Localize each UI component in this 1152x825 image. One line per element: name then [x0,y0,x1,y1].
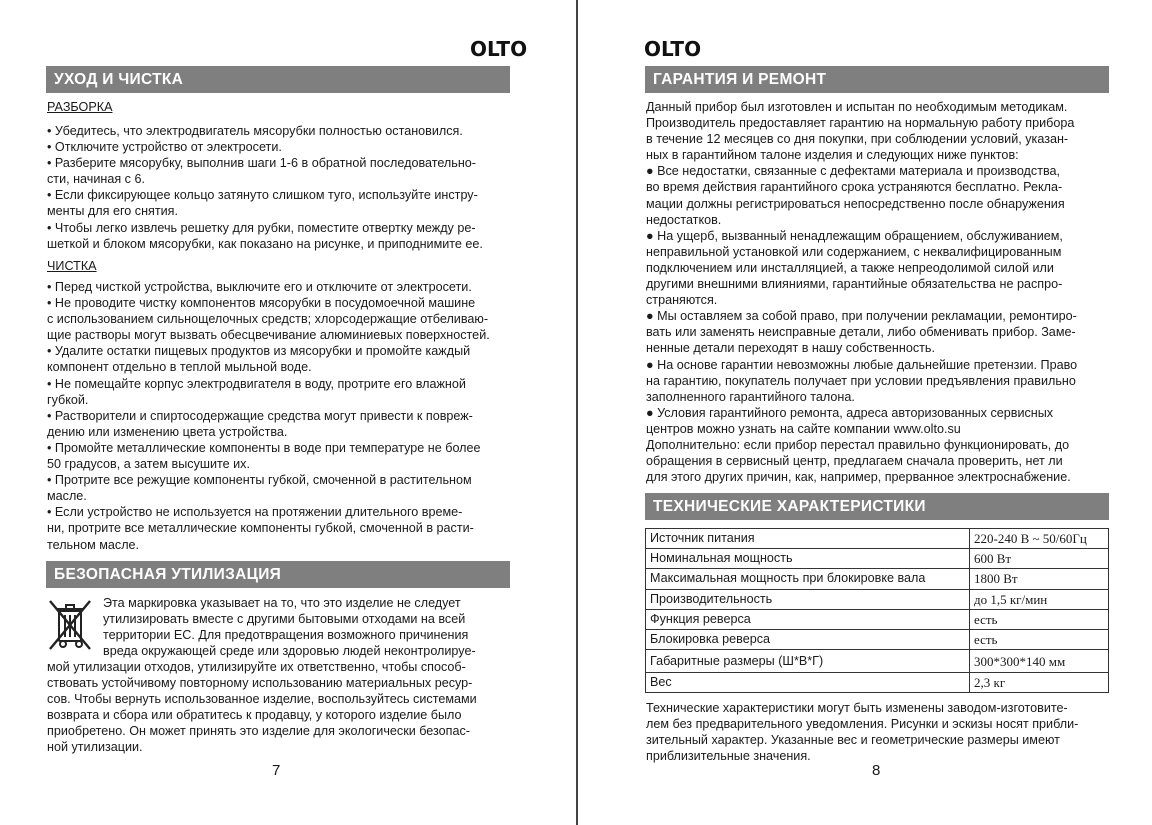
text-line: • Перед чисткой устройства, выключите его и отключите от электросети. [47,280,472,294]
text-line: для этого других причин, как, например, прерванное электроснабжение. [646,470,1071,485]
text-line: центров можно узнать на сайте компании www.olto.su [646,421,961,436]
disposal-text-wrapped [103,595,510,659]
spec-name: Номинальная мощность [646,549,970,569]
text-line: вреда окружающей среде или здоровью людей неконтролируе- [103,644,476,659]
text-line: Эта маркировка указывает на то, что это изделие не следует [103,596,461,610]
spec-name: Блокировка реверса [646,629,970,649]
spec-value: 300*300*140 мм [970,650,1109,673]
text-line: возврата и сбора или обратитесь к продавцу, у которого изделие было [47,708,462,723]
text-line: • Промойте металлические компоненты в воде при температуре не более [47,440,481,455]
text-line: масле. [47,489,87,504]
table-row [646,549,1109,569]
text-line: во время действия гарантийного срока устраняются бесплатно. Рекла- [646,180,1063,195]
brand-logo: OLTO [644,37,702,61]
text-line: неправильной установкой или содержанием, с неквалифицированным [646,244,1062,259]
text-line: • Растворители и спиртосодержащие средства могут привести к повреж- [47,408,473,423]
text-line: территории ЕС. Для предотвращения возможного причинения [103,628,469,643]
section-warranty-heading: ГАРАНТИЯ И РЕМОНТ [645,66,1109,93]
spec-name: Максимальная мощность при блокировке вала [646,569,970,589]
text-line: утилизировать вместе с другими бытовыми отходами на всей [103,612,466,627]
text-line: • Если устройство не используется на протяжении длительного време- [47,505,463,520]
text-line: обращения в сервисный центр, предлагаем сначала проверить, нет ли [646,454,1063,469]
text-line: вать или заменять неисправные детали, либо обменивать прибор. Заме- [646,325,1076,340]
text-line: губкой. [47,392,89,407]
specs-table [645,528,1109,693]
text-line: ных в гарантийном талоне изделия и следующих ниже пунктов: [646,148,1019,163]
disassembly-text [47,123,511,252]
text-line: ● Мы оставляем за собой право, при получении рекламации, ремонтиро- [646,309,1077,324]
text-line: щие растворы могут вызвать обесцвечивание алюминиевых поверхностей. [47,328,490,343]
spec-value: 220-240 В ~ 50/60Гц [970,529,1109,549]
section-disposal-heading: БЕЗОПАСНАЯ УТИЛИЗАЦИЯ [46,561,510,588]
page-spread-divider [576,0,578,825]
text-line: зительный характер. Указанные вес и геометрические размеры имеют [646,733,1060,748]
spec-name: Источник питания [646,529,970,549]
spec-value: 600 Вт [970,549,1109,569]
spec-name: Производительность [646,589,970,609]
text-line: шеткой и блоком мясорубки, как показано на рисунке, и приподнимите ее. [47,236,483,251]
page-number: 8 [872,762,881,779]
table-row [646,650,1109,673]
text-line: приобретено. Он может принять это изделие для экологически безопас- [47,724,470,739]
text-line: ствовать устойчивому повторному использованию материальных ресур- [47,676,473,691]
cleaning-text [47,279,511,553]
text-line: с использованием сильнощелочных средств; хлорсодержащие отбеливаю- [47,312,489,327]
table-row [646,529,1109,549]
spec-value: 2,3 кг [970,673,1109,693]
text-line: сти, начиная с 6. [47,172,145,187]
disposal-text [47,659,511,756]
spec-value: до 1,5 кг/мин [970,589,1109,609]
weee-crossed-bin-icon [46,597,94,653]
table-row [646,589,1109,609]
text-line: • Отключите устройство от электросети. [47,140,282,155]
table-row [646,629,1109,649]
section-specs-heading: ТЕХНИЧЕСКИЕ ХАРАКТЕРИСТИКИ [645,493,1109,520]
text-line: мации должны регистрироваться непосредственно после обнаружения [646,196,1065,211]
disassembly-subheading: РАЗБОРКА [47,100,113,114]
table-row [646,673,1109,693]
table-row [646,609,1109,629]
text-line: ● На ущерб, вызванный ненадлежащим обращением, обслуживанием, [646,228,1063,243]
text-line: ● Условия гарантийного ремонта, адреса авторизованных сервисных [646,405,1054,420]
text-line: • Не помещайте корпус электродвигателя в воду, протрите его влажной [47,376,466,391]
text-line: менты для его снятия. [47,204,178,219]
text-line: • Не проводите чистку компонентов мясорубки в посудомоечной машине [47,296,476,311]
text-line: тельном масле. [47,537,140,552]
text-line: • Чтобы легко извлечь решетку для рубки, поместите отвертку между ре- [47,220,476,235]
text-line: Данный прибор был изготовлен и испытан по необходимым методикам. [646,100,1068,114]
text-line: сов. Чтобы вернуть использованное изделие, воспользуйтесь системами [47,692,477,707]
text-line: ● На основе гарантии невозможны любые дальнейшие претензии. Право [646,357,1078,372]
text-line: • Протрите все режущие компоненты губкой, смоченной в растительном [47,473,472,488]
page-number: 7 [272,762,281,779]
text-line: Производитель предоставляет гарантию на нормальную работу прибора [646,116,1075,131]
text-line: на гарантию, покупатель получает при условии предъявления правильно [646,373,1076,388]
text-line: дению или изменению цвета устройства. [47,424,288,439]
text-line: лем без предварительного уведомления. Рисунки и эскизы носят прибли- [646,717,1079,732]
text-line: Технические характеристики могут быть изменены заводом-изготовите- [646,701,1068,715]
text-line: другими внешними влияниями, гарантийные обязательства не распро- [646,277,1063,292]
text-line: страняются. [646,293,718,308]
text-line: заполненного гарантийного талона. [646,389,855,404]
specs-note-text [646,700,1109,764]
spec-name: Вес [646,673,970,693]
brand-logo: OLTO [470,37,528,61]
warranty-text [646,99,1109,485]
text-line: • Удалите остатки пищевых продуктов из мясорубки и промойте каждый [47,344,471,359]
text-line: • Убедитесь, что электродвигатель мясорубки полностью остановился. [47,124,463,138]
text-line: 50 градусов, а затем высушите их. [47,457,250,472]
text-line: ● Все недостатки, связанные с дефектами материала и производства, [646,164,1061,179]
spec-name: Габаритные размеры (Ш*В*Г) [646,650,970,673]
section-care-heading: УХОД И ЧИСТКА [46,66,510,93]
text-line: приблизительные значения. [646,749,811,764]
text-line: компонент отдельно в теплой мыльной воде. [47,360,312,375]
text-line: ной утилизации. [47,740,143,755]
spec-value: есть [970,609,1109,629]
text-line: Дополнительно: если прибор перестал правильно функционировать, до [646,437,1070,452]
spec-value: есть [970,629,1109,649]
text-line: подключением или инсталляцией, а также непреодолимой силой или [646,260,1054,275]
text-line: • Если фиксирующее кольцо затянуто слишком туго, используйте инстру- [47,188,478,203]
cleaning-subheading: ЧИСТКА [47,259,97,273]
spec-name: Функция реверса [646,609,970,629]
table-row [646,569,1109,589]
text-line: ни, протрите все металлические компоненты губкой, смоченной в расти- [47,521,474,536]
text-line: недостатков. [646,212,722,227]
text-line: • Разберите мясорубку, выполнив шаги 1-6 в обратной последовательно- [47,156,476,171]
text-line: в течение 12 месяцев со дня покупки, при соблюдении условий, указан- [646,132,1069,147]
text-line: мой утилизации отходов, утилизируйте их ответственно, чтобы способ- [47,660,466,674]
text-line: ненные детали переходят в нашу собственность. [646,341,935,356]
spec-value: 1800 Вт [970,569,1109,589]
